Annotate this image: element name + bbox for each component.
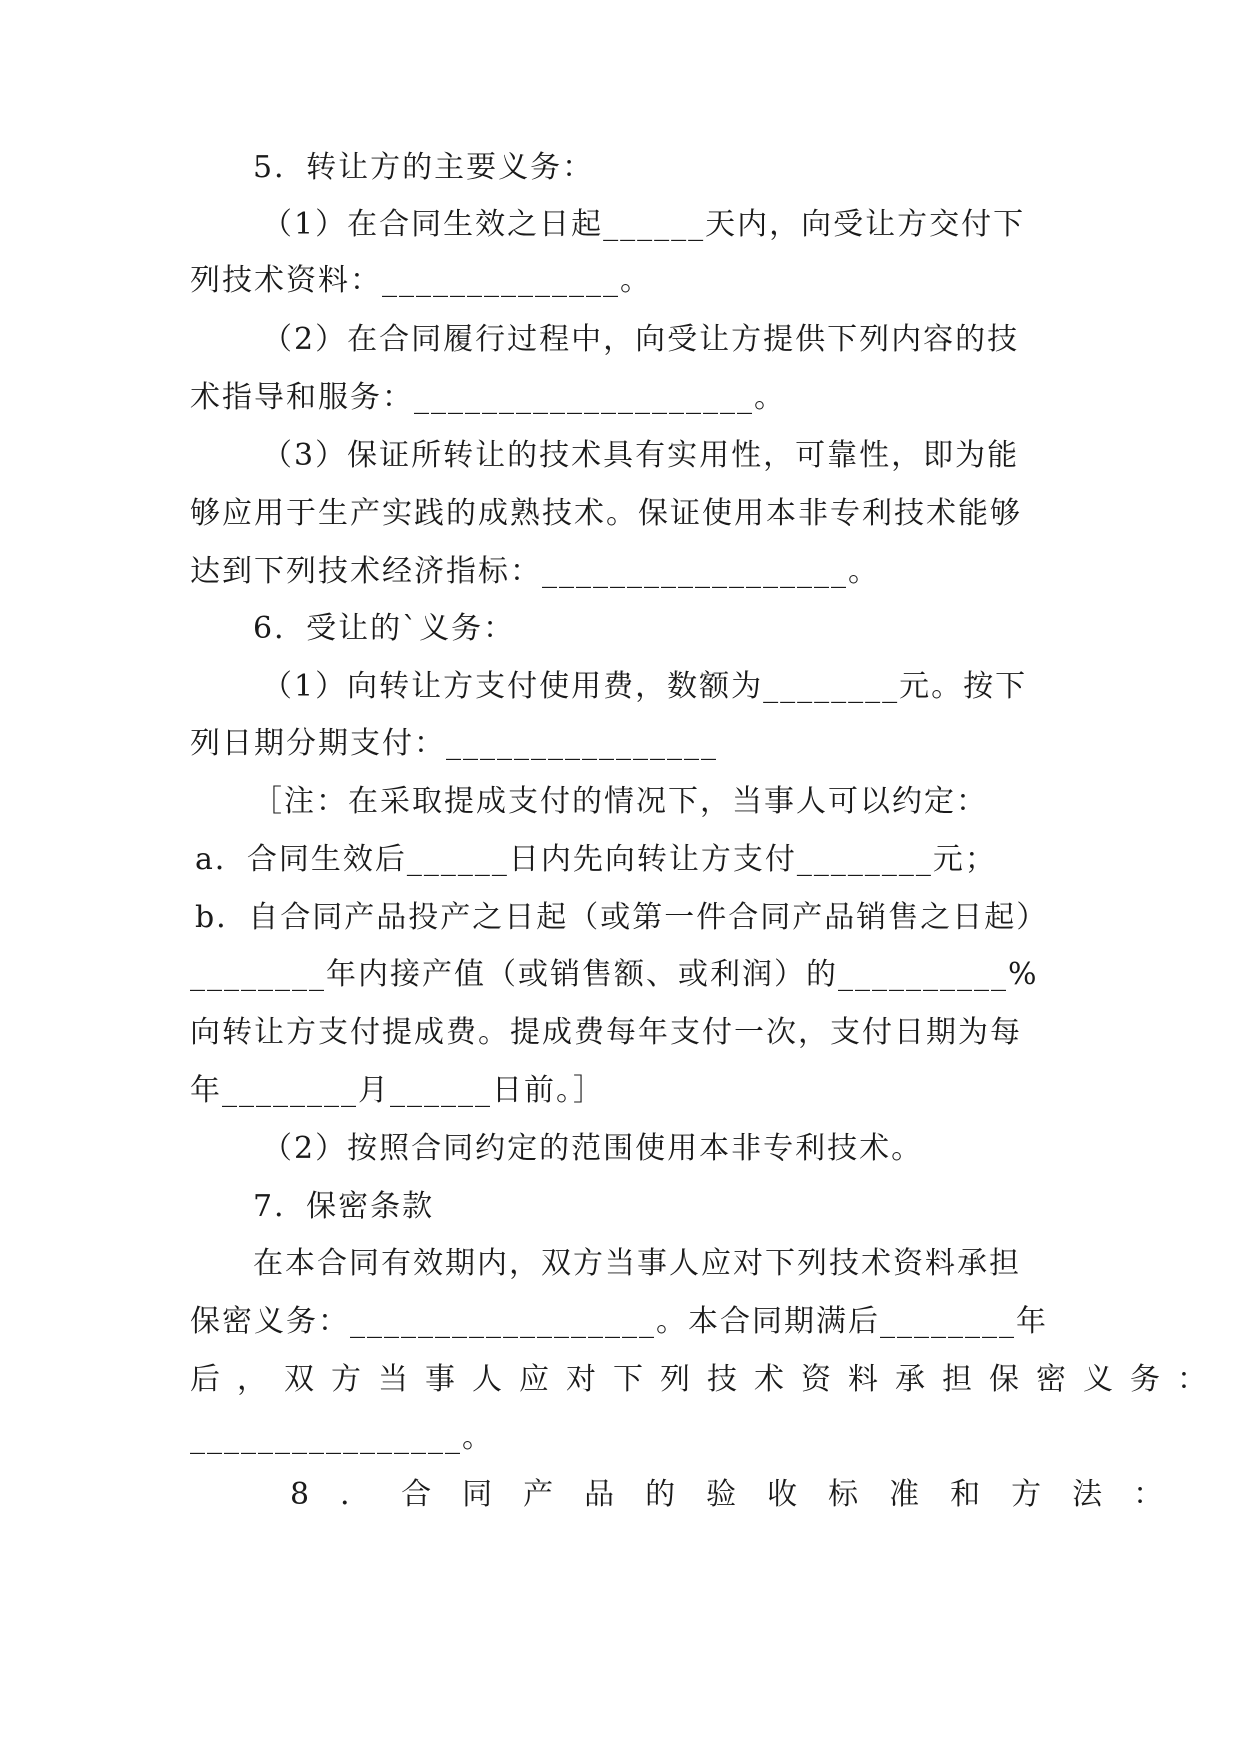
- clause-6-1-line-1: （1）向转让方支付使用费，数额为________元。按下: [262, 669, 1028, 704]
- note-line-b: b．自合同产品投产之日起（或第一件合同产品销售之日起）: [195, 900, 1049, 935]
- note-line-b-4: 年________月______日前。］: [190, 1073, 605, 1108]
- clause-6-2: （2）按照合同约定的范围使用本非专利技术。: [262, 1131, 924, 1166]
- section-7-line-1: 在本合同有效期内，双方当事人应对下列技术资料承担: [253, 1246, 1021, 1281]
- note-line-b-2: ________年内接产值（或销售额、或利润）的__________%: [190, 957, 1039, 992]
- clause-5-3-line-1: （3）保证所转让的技术具有实用性，可靠性，即为能: [262, 438, 1020, 473]
- section-5-heading: 5．转让方的主要义务：: [253, 150, 595, 185]
- note-line-a: a．合同生效后______日内先向转让方支付________元；: [195, 842, 997, 877]
- section-7-line-4: ________________。: [190, 1420, 494, 1455]
- section-6-heading: 6．受让的`义务：: [253, 611, 516, 646]
- note-line-b-3: 向转让方支付提成费。提成费每年支付一次，支付日期为每: [190, 1015, 1022, 1050]
- section-8-heading: 8．合同产品的验收标准和方法：: [290, 1477, 1195, 1512]
- clause-5-3-line-3: 达到下列技术经济指标：__________________。: [190, 554, 880, 589]
- clause-5-2-line-2: 术指导和服务：____________________。: [190, 380, 786, 415]
- clause-5-1-line-1: （1）在合同生效之日起______天内，向受让方交付下: [262, 207, 1026, 242]
- section-7-line-3: 后，双方当事人应对下列技术资料承担保密义务：: [190, 1362, 1224, 1397]
- section-7-heading: 7．保密条款: [253, 1189, 435, 1224]
- clause-5-2-line-1: （2）在合同履行过程中，向受让方提供下列内容的技: [262, 322, 1020, 357]
- clause-5-3-line-2: 够应用于生产实践的成熟技术。保证使用本非专利技术能够: [190, 496, 1022, 531]
- note-line-1: ［注：在采取提成支付的情况下，当事人可以约定：: [252, 784, 988, 819]
- section-7-line-2: 保密义务：__________________。本合同期满后________年: [190, 1304, 1048, 1339]
- clause-5-1-line-2: 列技术资料：______________。: [190, 263, 652, 298]
- clause-6-1-line-2: 列日期分期支付：________________: [190, 726, 718, 761]
